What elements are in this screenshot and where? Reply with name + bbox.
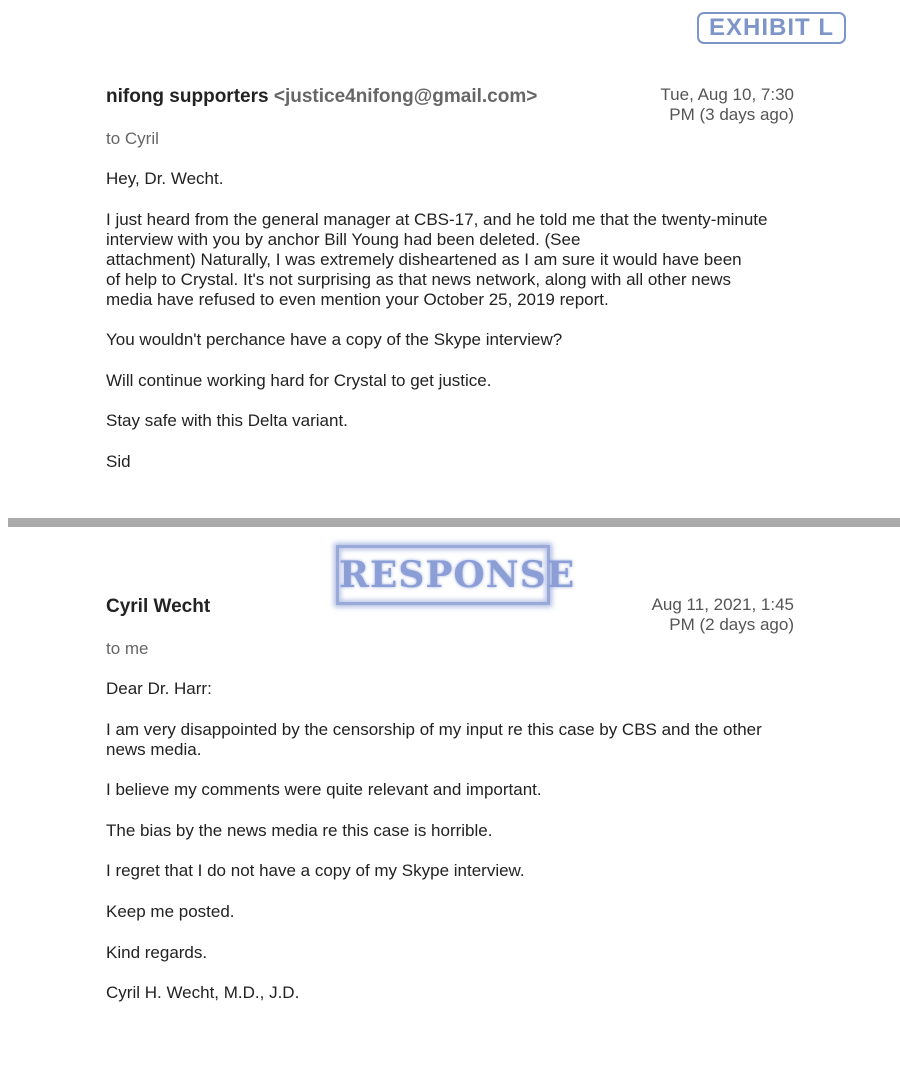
date-line: PM (2 days ago) — [669, 615, 794, 634]
email-recipient: to Cyril — [106, 129, 159, 148]
body-line: of help to Crystal. It's not surprising as that news network, along with all other news — [106, 269, 731, 289]
body-paragraph — [106, 821, 794, 841]
email-body — [106, 679, 794, 1003]
body-line: I just heard from the general manager at CBS-17, and he told me that the twenty-minute — [106, 209, 768, 229]
body-paragraph — [106, 780, 794, 800]
response-stamp: RESPONSE — [336, 545, 550, 605]
body-line: interview with you by anchor Bill Young had been deleted. (See — [106, 229, 581, 249]
sender-name: Cyril Wecht — [106, 596, 211, 617]
body-paragraph — [106, 679, 794, 699]
sender-email: <justice4nifong@gmail.com> — [273, 86, 538, 107]
email-recipient: to me — [106, 639, 149, 658]
body-paragraph — [106, 210, 794, 310]
email-date — [624, 595, 794, 635]
body-line: Sid — [106, 451, 131, 471]
body-paragraph — [106, 169, 794, 189]
body-line: I regret that I do not have a copy of my Skype interview. — [106, 861, 525, 881]
body-line: Kind regards. — [106, 942, 208, 962]
body-line: media have refused to even mention your October 25, 2019 report. — [106, 289, 609, 309]
body-line: You wouldn't perchance have a copy of the Skype interview? — [106, 330, 563, 350]
email-date — [624, 85, 794, 125]
body-line: I am very disappointed by the censorship of my input re this case by CBS and the other — [106, 719, 762, 739]
body-line: news media. — [106, 739, 202, 759]
date-line: Aug 11, 2021, 1:45 — [651, 595, 794, 614]
body-paragraph — [106, 720, 794, 760]
body-paragraph — [106, 411, 794, 431]
email-header — [106, 85, 794, 129]
body-line: Stay safe with this Delta variant. — [106, 411, 348, 431]
exhibit-label: EXHIBIT L — [697, 12, 846, 44]
email-body — [106, 169, 794, 472]
body-paragraph — [106, 861, 794, 881]
section-divider — [8, 518, 900, 527]
body-paragraph — [106, 330, 794, 350]
body-paragraph — [106, 943, 794, 963]
body-line: Will continue working hard for Crystal to get justice. — [106, 370, 492, 390]
body-line: I believe my comments were quite relevant and important. — [106, 780, 542, 800]
body-line: Cyril H. Wecht, M.D., J.D. — [106, 983, 300, 1003]
email-header — [106, 595, 794, 639]
email-message-1 — [106, 85, 794, 493]
date-line: Tue, Aug 10, 7:30 — [660, 85, 794, 104]
body-line: The bias by the news media re this case is horrible. — [106, 820, 493, 840]
email-message-2 — [106, 595, 794, 1024]
body-line: Hey, Dr. Wecht. — [106, 169, 224, 188]
date-line: PM (3 days ago) — [669, 105, 794, 124]
body-line: Keep me posted. — [106, 901, 235, 921]
signature — [106, 452, 794, 472]
body-paragraph — [106, 902, 794, 922]
signature — [106, 983, 794, 1003]
body-line: Dear Dr. Harr: — [106, 679, 212, 698]
sender-name: nifong supporters — [106, 86, 269, 107]
body-line: attachment) Naturally, I was extremely disheartened as I am sure it would have been — [106, 249, 742, 269]
body-paragraph — [106, 371, 794, 391]
